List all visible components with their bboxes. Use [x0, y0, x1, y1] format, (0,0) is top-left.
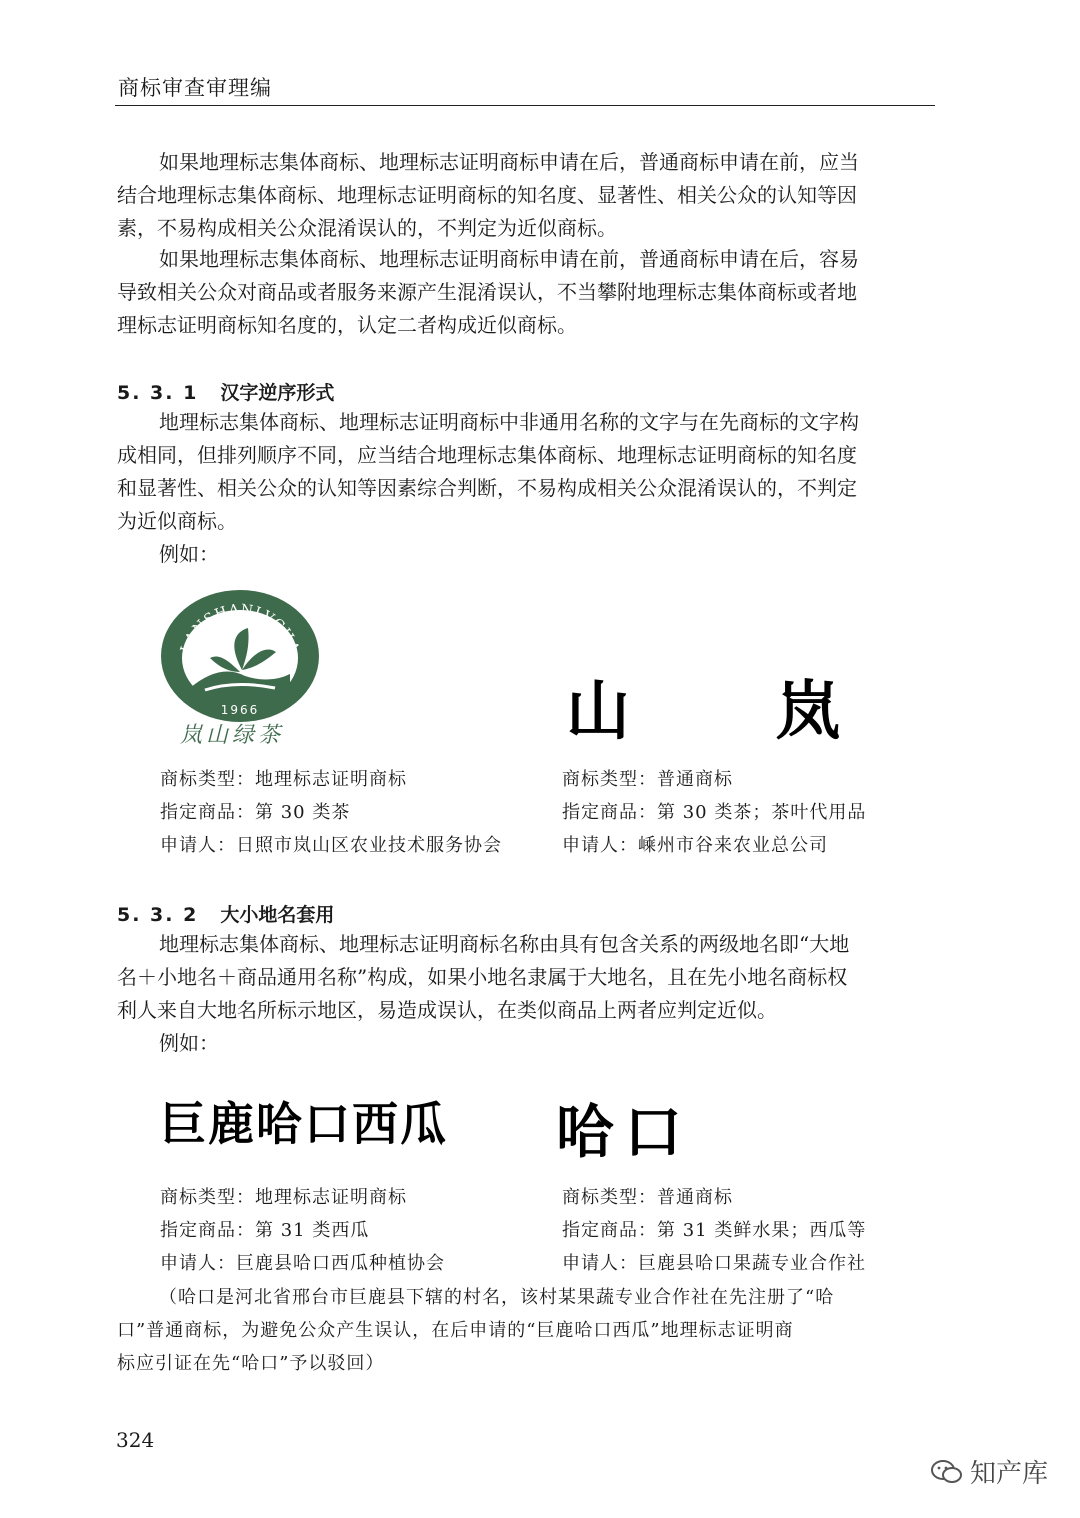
note-block: [117, 1281, 947, 1380]
text-line: 为近似商标。: [117, 509, 237, 533]
left-mark-applicant: 申请人：日照市岚山区农业技术服务协会: [160, 835, 502, 856]
right-mark-applicant: 申请人：嵊州市谷来农业总公司: [562, 835, 828, 856]
logo-arc-text: LANSHANLVCHA: [177, 601, 303, 656]
text-line: 成相同，但排列顺序不同，应当结合地理标志集体商标、地理标志证明商标的知名度: [117, 443, 857, 467]
lanshan-tea-logo: [160, 588, 320, 748]
watermark: [930, 1453, 1048, 1490]
left-mark-goods: 指定商品：第 30 类茶: [160, 802, 351, 823]
right-mark-applicant: 申请人：巨鹿县哈口果蔬专业合作社: [562, 1253, 866, 1274]
julu-hakou-watermelon-mark: 巨鹿哈口西瓜: [160, 1097, 448, 1151]
section-heading-5-3-1: [117, 378, 334, 405]
example-label: 例如：: [159, 542, 219, 566]
note-line: 标应引证在先“哈口”予以驳回）: [117, 1353, 385, 1374]
wechat-icon: [930, 1458, 964, 1486]
section-number: 5. 3. 2: [117, 904, 199, 926]
section-2-body: [117, 928, 937, 1060]
right-mark-type: 商标类型：普通商标: [562, 769, 733, 790]
hakou-mark: 哈口: [556, 1098, 693, 1166]
paragraph-2: [117, 243, 937, 342]
text-line: 如果地理标志集体商标、地理标志证明商标申请在前，普通商标申请在后，容易: [159, 247, 859, 271]
watermark-text: 知产库: [970, 1459, 1049, 1489]
left-mark-applicant: 申请人：巨鹿县哈口西瓜种植协会: [160, 1253, 445, 1274]
text-line: 素，不易构成相关公众混淆误认的，不判定为近似商标。: [117, 216, 617, 240]
page-number: 324: [116, 1428, 155, 1452]
section-title: 大小地名套用: [220, 904, 335, 926]
text-line: 地理标志集体商标、地理标志证明商标中非通用名称的文字与在先商标的文字构: [159, 410, 859, 434]
logo-year: 1966: [220, 703, 260, 717]
text-line: 导致相关公众对商品或者服务来源产生混淆误认，不当攀附地理标志集体商标或者地: [117, 280, 857, 304]
left-mark-type: 商标类型：地理标志证明商标: [160, 1187, 407, 1208]
paragraph-1: [117, 146, 937, 245]
section-number: 5. 3. 1: [117, 382, 199, 404]
section-1-body: [117, 406, 937, 571]
note-line: 口”普通商标，为避免公众产生误认，在后申请的“巨鹿哈口西瓜”地理标志证明商: [117, 1320, 794, 1341]
text-line: 名＋小地名＋商品通用名称”构成，如果小地名隶属于大地名，且在先小地名商标权: [117, 965, 848, 989]
right-mark-goods: 指定商品：第 30 类茶；茶叶代用品: [562, 802, 867, 823]
right-mark-goods: 指定商品：第 31 类鲜水果；西瓜等: [562, 1220, 867, 1241]
header-rule: [115, 105, 935, 106]
section-title: 汉字逆序形式: [220, 382, 335, 404]
section-heading-5-3-2: [117, 900, 334, 927]
text-line: 如果地理标志集体商标、地理标志证明商标申请在后，普通商标申请在前，应当: [159, 150, 859, 174]
text-line: 地理标志集体商标、地理标志证明商标名称由具有包含关系的两级地名即“大地: [159, 932, 850, 956]
right-mark-type: 商标类型：普通商标: [562, 1187, 733, 1208]
text-line: 结合地理标志集体商标、地理标志证明商标的知名度、显著性、相关公众的认知等因: [117, 183, 857, 207]
text-line: 和显著性、相关公众的认知等因素综合判断，不易构成相关公众混淆误认的，不判定: [117, 476, 857, 500]
text-line: 理标志证明商标知名度的，认定二者构成近似商标。: [117, 313, 577, 337]
example-label: 例如：: [159, 1031, 219, 1055]
note-line: （哈口是河北省邢台市巨鹿县下辖的村名，该村某果蔬专业合作社在先注册了“哈: [159, 1287, 835, 1308]
left-mark-goods: 指定商品：第 31 类西瓜: [160, 1220, 370, 1241]
text-line: 利人来自大地名所标示地区，易造成误认，在类似商品上两者应判定近似。: [117, 998, 777, 1022]
running-header: 商标审查审理编: [118, 76, 272, 100]
left-mark-type: 商标类型：地理标志证明商标: [160, 769, 407, 790]
shanlan-mark: 山 岚: [566, 675, 846, 749]
logo-brand-text: 岚山绿茶: [180, 723, 285, 748]
